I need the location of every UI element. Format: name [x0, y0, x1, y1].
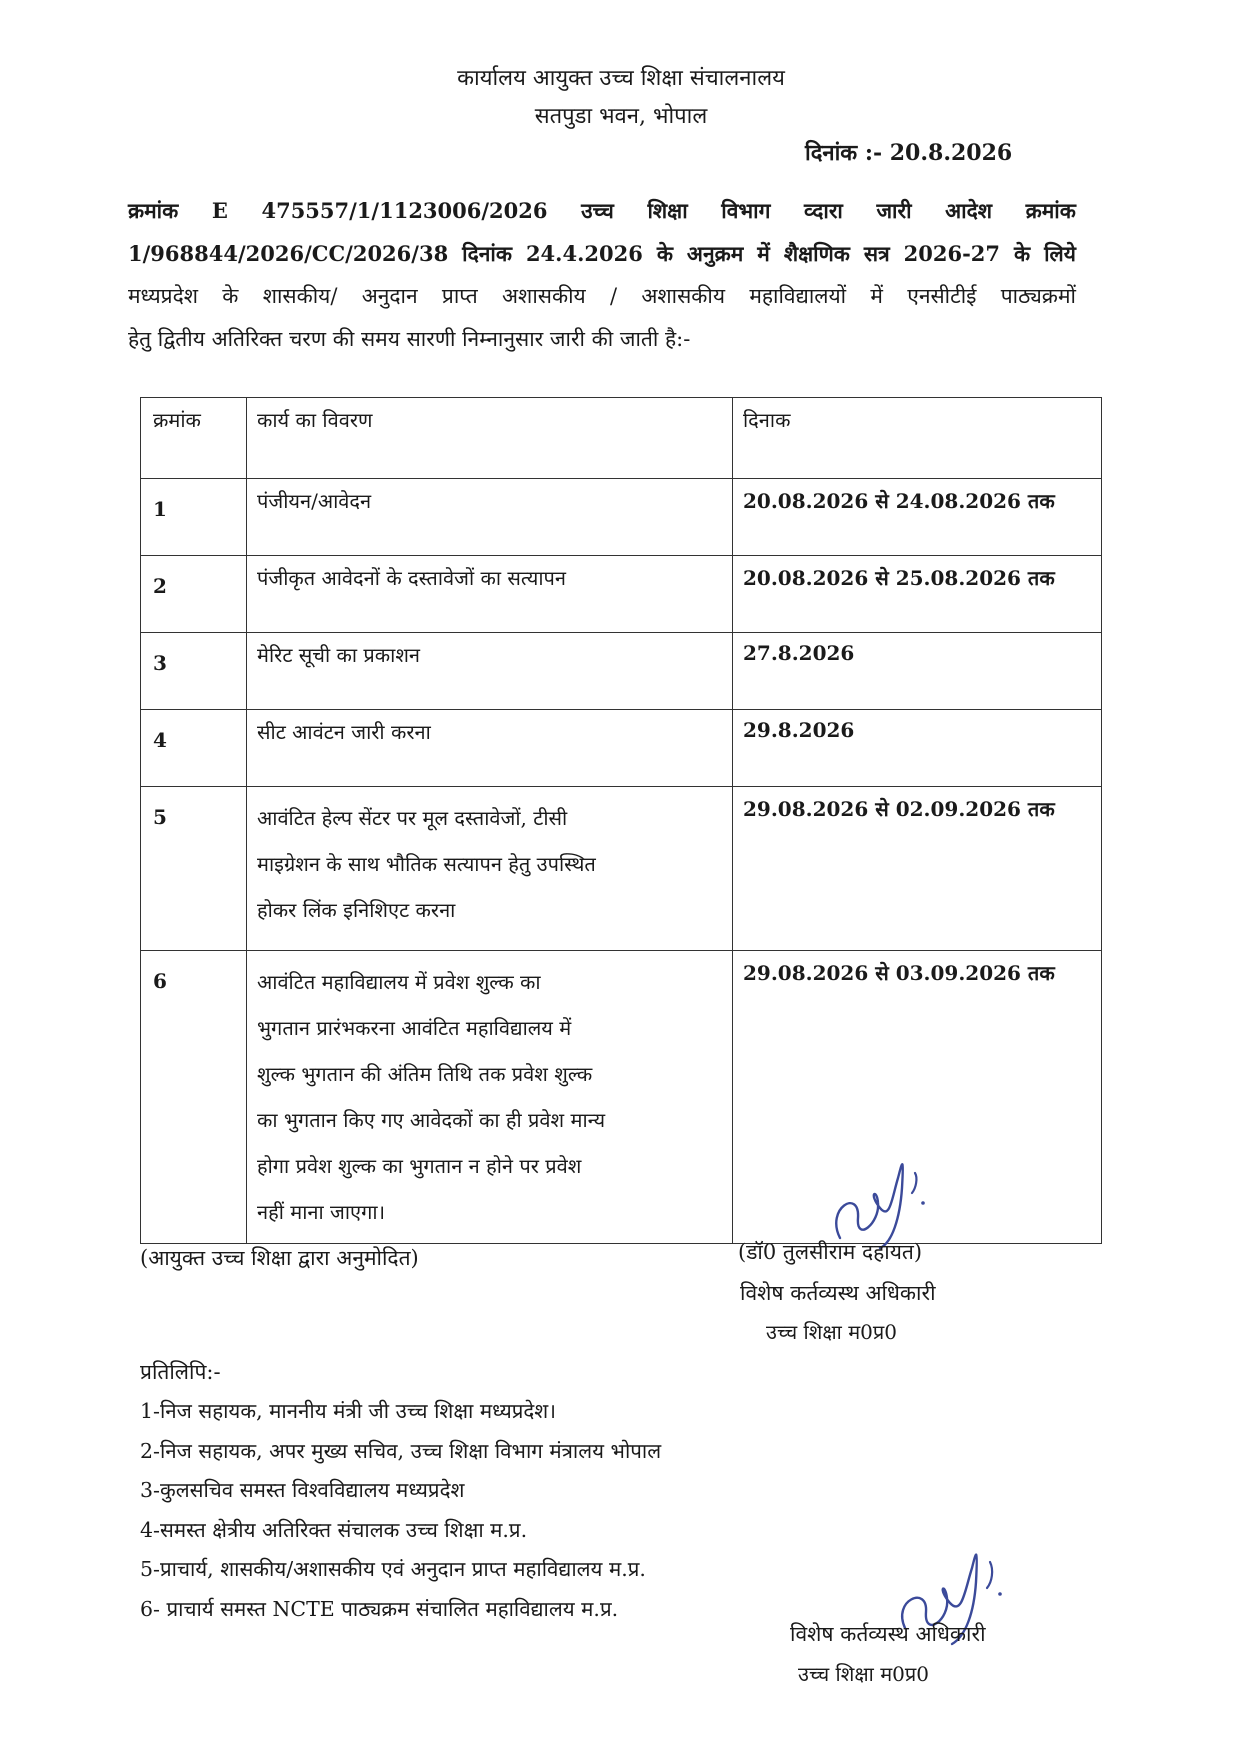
signatory-name: (डॉ0 तुलसीराम दहायत)	[738, 1240, 923, 1264]
desc-line: भुगतान प्रारंभकरना आवंटित महाविद्यालय में	[257, 1016, 572, 1040]
list-item: 4-समस्त क्षेत्रीय अतिरिक्त संचालक उच्च शिक्षा म.प्र.	[140, 1517, 528, 1542]
row-description: पंजीकृत आवेदनों के दस्तावेजों का सत्यापन	[247, 556, 733, 633]
signatory2-department: उच्च शिक्षा म0प्र0	[798, 1662, 930, 1686]
schedule-table	[140, 397, 1102, 1244]
row-serial: 5	[141, 787, 247, 951]
copy-heading: प्रतिलिपि:-	[140, 1360, 221, 1384]
row-date: 20.08.2026 से 25.08.2026 तक	[733, 556, 1102, 633]
intro-paragraph	[128, 190, 1076, 360]
intro-word: उच्च	[581, 198, 614, 223]
header-serial: क्रमांक	[141, 398, 247, 479]
intro-word: अशासकीय	[502, 284, 586, 308]
intro-word: अशासकीय	[641, 284, 726, 308]
row-serial: 2	[141, 556, 247, 633]
issue-date: दिनांक :- 20.8.2026	[805, 140, 1013, 166]
intro-word: लिये	[1044, 240, 1076, 266]
intro-word: प्राप्त	[441, 284, 478, 308]
list-item: 1-निज सहायक, माननीय मंत्री जी उच्च शिक्षा मध्यप्रदेश।	[140, 1399, 556, 1423]
row-description	[247, 951, 733, 1244]
intro-word: शासकीय/	[262, 284, 338, 308]
row-date: 29.08.2026 से 02.09.2026 तक	[733, 787, 1102, 951]
intro-line-4	[128, 318, 1076, 361]
intro-word: व्दारा	[804, 198, 843, 223]
list-item: 2-निज सहायक, अपर मुख्य सचिव, उच्च शिक्षा विभाग मंत्रालय भोपाल	[140, 1438, 662, 1463]
table-row	[141, 556, 1102, 633]
intro-word: शैक्षणिक	[783, 240, 850, 266]
row-serial: 6	[141, 951, 247, 1244]
intro-word: 475557/1/1123006/2026	[261, 198, 548, 223]
table-row	[141, 787, 1102, 951]
header-date: दिनाक	[733, 398, 1102, 479]
desc-line: आवंटित महाविद्यालय में प्रवेश शुल्क का	[257, 970, 541, 994]
approval-note: (आयुक्त उच्च शिक्षा द्वारा अनुमोदित)	[140, 1246, 419, 1270]
intro-word: में	[757, 240, 770, 266]
intro-word: हेतु द्वितीय अतिरिक्त चरण की समय सारणी निम्नानुसार जारी की जाती है:-	[128, 326, 691, 351]
intro-word: E	[211, 198, 228, 223]
signatory-department: उच्च शिक्षा म0प्र0	[766, 1320, 898, 1344]
intro-word: विभाग	[721, 198, 771, 223]
intro-word: अनुदान	[361, 284, 418, 308]
intro-word: 2026-27	[903, 240, 1001, 266]
list-item: 6- प्राचार्य समस्त NCTE पाठ्यक्रम संचालित महाविद्यालय म.प्र.	[140, 1596, 619, 1621]
intro-word: आदेश	[945, 198, 993, 223]
copy-list	[140, 1392, 661, 1629]
row-date: 20.08.2026 से 24.08.2026 तक	[733, 479, 1102, 556]
intro-word: मध्यप्रदेश	[128, 284, 199, 308]
row-description	[247, 787, 733, 951]
list-item: 3-कुलसचिव समस्त विश्वविद्यालय मध्यप्रदेश	[140, 1478, 465, 1502]
intro-line-1	[128, 190, 1076, 233]
table-row	[141, 951, 1102, 1244]
intro-word: पाठ्यक्रमों	[1000, 284, 1076, 308]
row-description: सीट आवंटन जारी करना	[247, 710, 733, 787]
desc-line: माइग्रेशन के साथ भौतिक सत्यापन हेतु उपस्थित	[257, 852, 596, 876]
intro-word: क्रमांक	[1025, 198, 1076, 223]
intro-word: जारी	[876, 198, 912, 223]
intro-word: अनुक्रम	[686, 240, 744, 266]
desc-line: का भुगतान किए गए आवेदकों का ही प्रवेश मान्य	[257, 1108, 606, 1132]
row-description: मेरिट सूची का प्रकाशन	[247, 633, 733, 710]
office-title: कार्यालय आयुक्त उच्च शिक्षा संचालनालय	[457, 66, 785, 91]
intro-word: सत्र	[863, 240, 890, 266]
table-row	[141, 710, 1102, 787]
table-header-row	[141, 398, 1102, 479]
intro-word: 24.4.2026	[525, 240, 643, 266]
intro-line-2	[128, 233, 1076, 276]
office-address: सतपुडा भवन, भोपाल	[534, 104, 708, 129]
desc-line: शुल्क भुगतान की अंतिम तिथि तक प्रवेश शुल्क	[257, 1062, 593, 1086]
row-date: 29.8.2026	[733, 710, 1102, 787]
row-serial: 1	[141, 479, 247, 556]
desc-line: नहीं माना जाएगा।	[257, 1200, 386, 1224]
intro-word: महाविद्यालयों	[749, 284, 847, 308]
intro-word: के	[656, 240, 673, 266]
intro-word: के	[222, 284, 239, 308]
intro-word: क्रमांक	[128, 198, 179, 223]
intro-line-3	[128, 275, 1076, 318]
header-description: कार्य का विवरण	[247, 398, 733, 479]
intro-word: में	[870, 284, 883, 308]
signatory2-title: विशेष कर्तव्यस्थ अधिकारी	[790, 1622, 986, 1646]
row-serial: 4	[141, 710, 247, 787]
desc-line: आवंटित हेल्प सेंटर पर मूल दस्तावेजों, टीसी	[257, 806, 568, 830]
row-serial: 3	[141, 633, 247, 710]
row-date: 27.8.2026	[733, 633, 1102, 710]
intro-word: दिनांक	[462, 240, 512, 266]
intro-word: /	[610, 284, 618, 308]
intro-word: के	[1014, 240, 1031, 266]
signatory-title: विशेष कर्तव्यस्थ अधिकारी	[740, 1281, 936, 1305]
list-item: 5-प्राचार्य, शासकीय/अशासकीय एवं अनुदान प्राप्त महाविद्यालय म.प्र.	[140, 1557, 646, 1581]
intro-word: एनसीटीई	[907, 284, 977, 308]
intro-word: 1/968844/2026/CC/2026/38	[128, 240, 449, 266]
row-date: 29.08.2026 से 03.09.2026 तक	[733, 951, 1102, 1244]
desc-line: होगा प्रवेश शुल्क का भुगतान न होने पर प्रवेश	[257, 1154, 582, 1178]
desc-line: होकर लिंक इनिशिएट करना	[257, 898, 456, 922]
table-row	[141, 479, 1102, 556]
intro-word: शिक्षा	[647, 198, 688, 223]
table-row	[141, 633, 1102, 710]
row-description: पंजीयन/आवेदन	[247, 479, 733, 556]
